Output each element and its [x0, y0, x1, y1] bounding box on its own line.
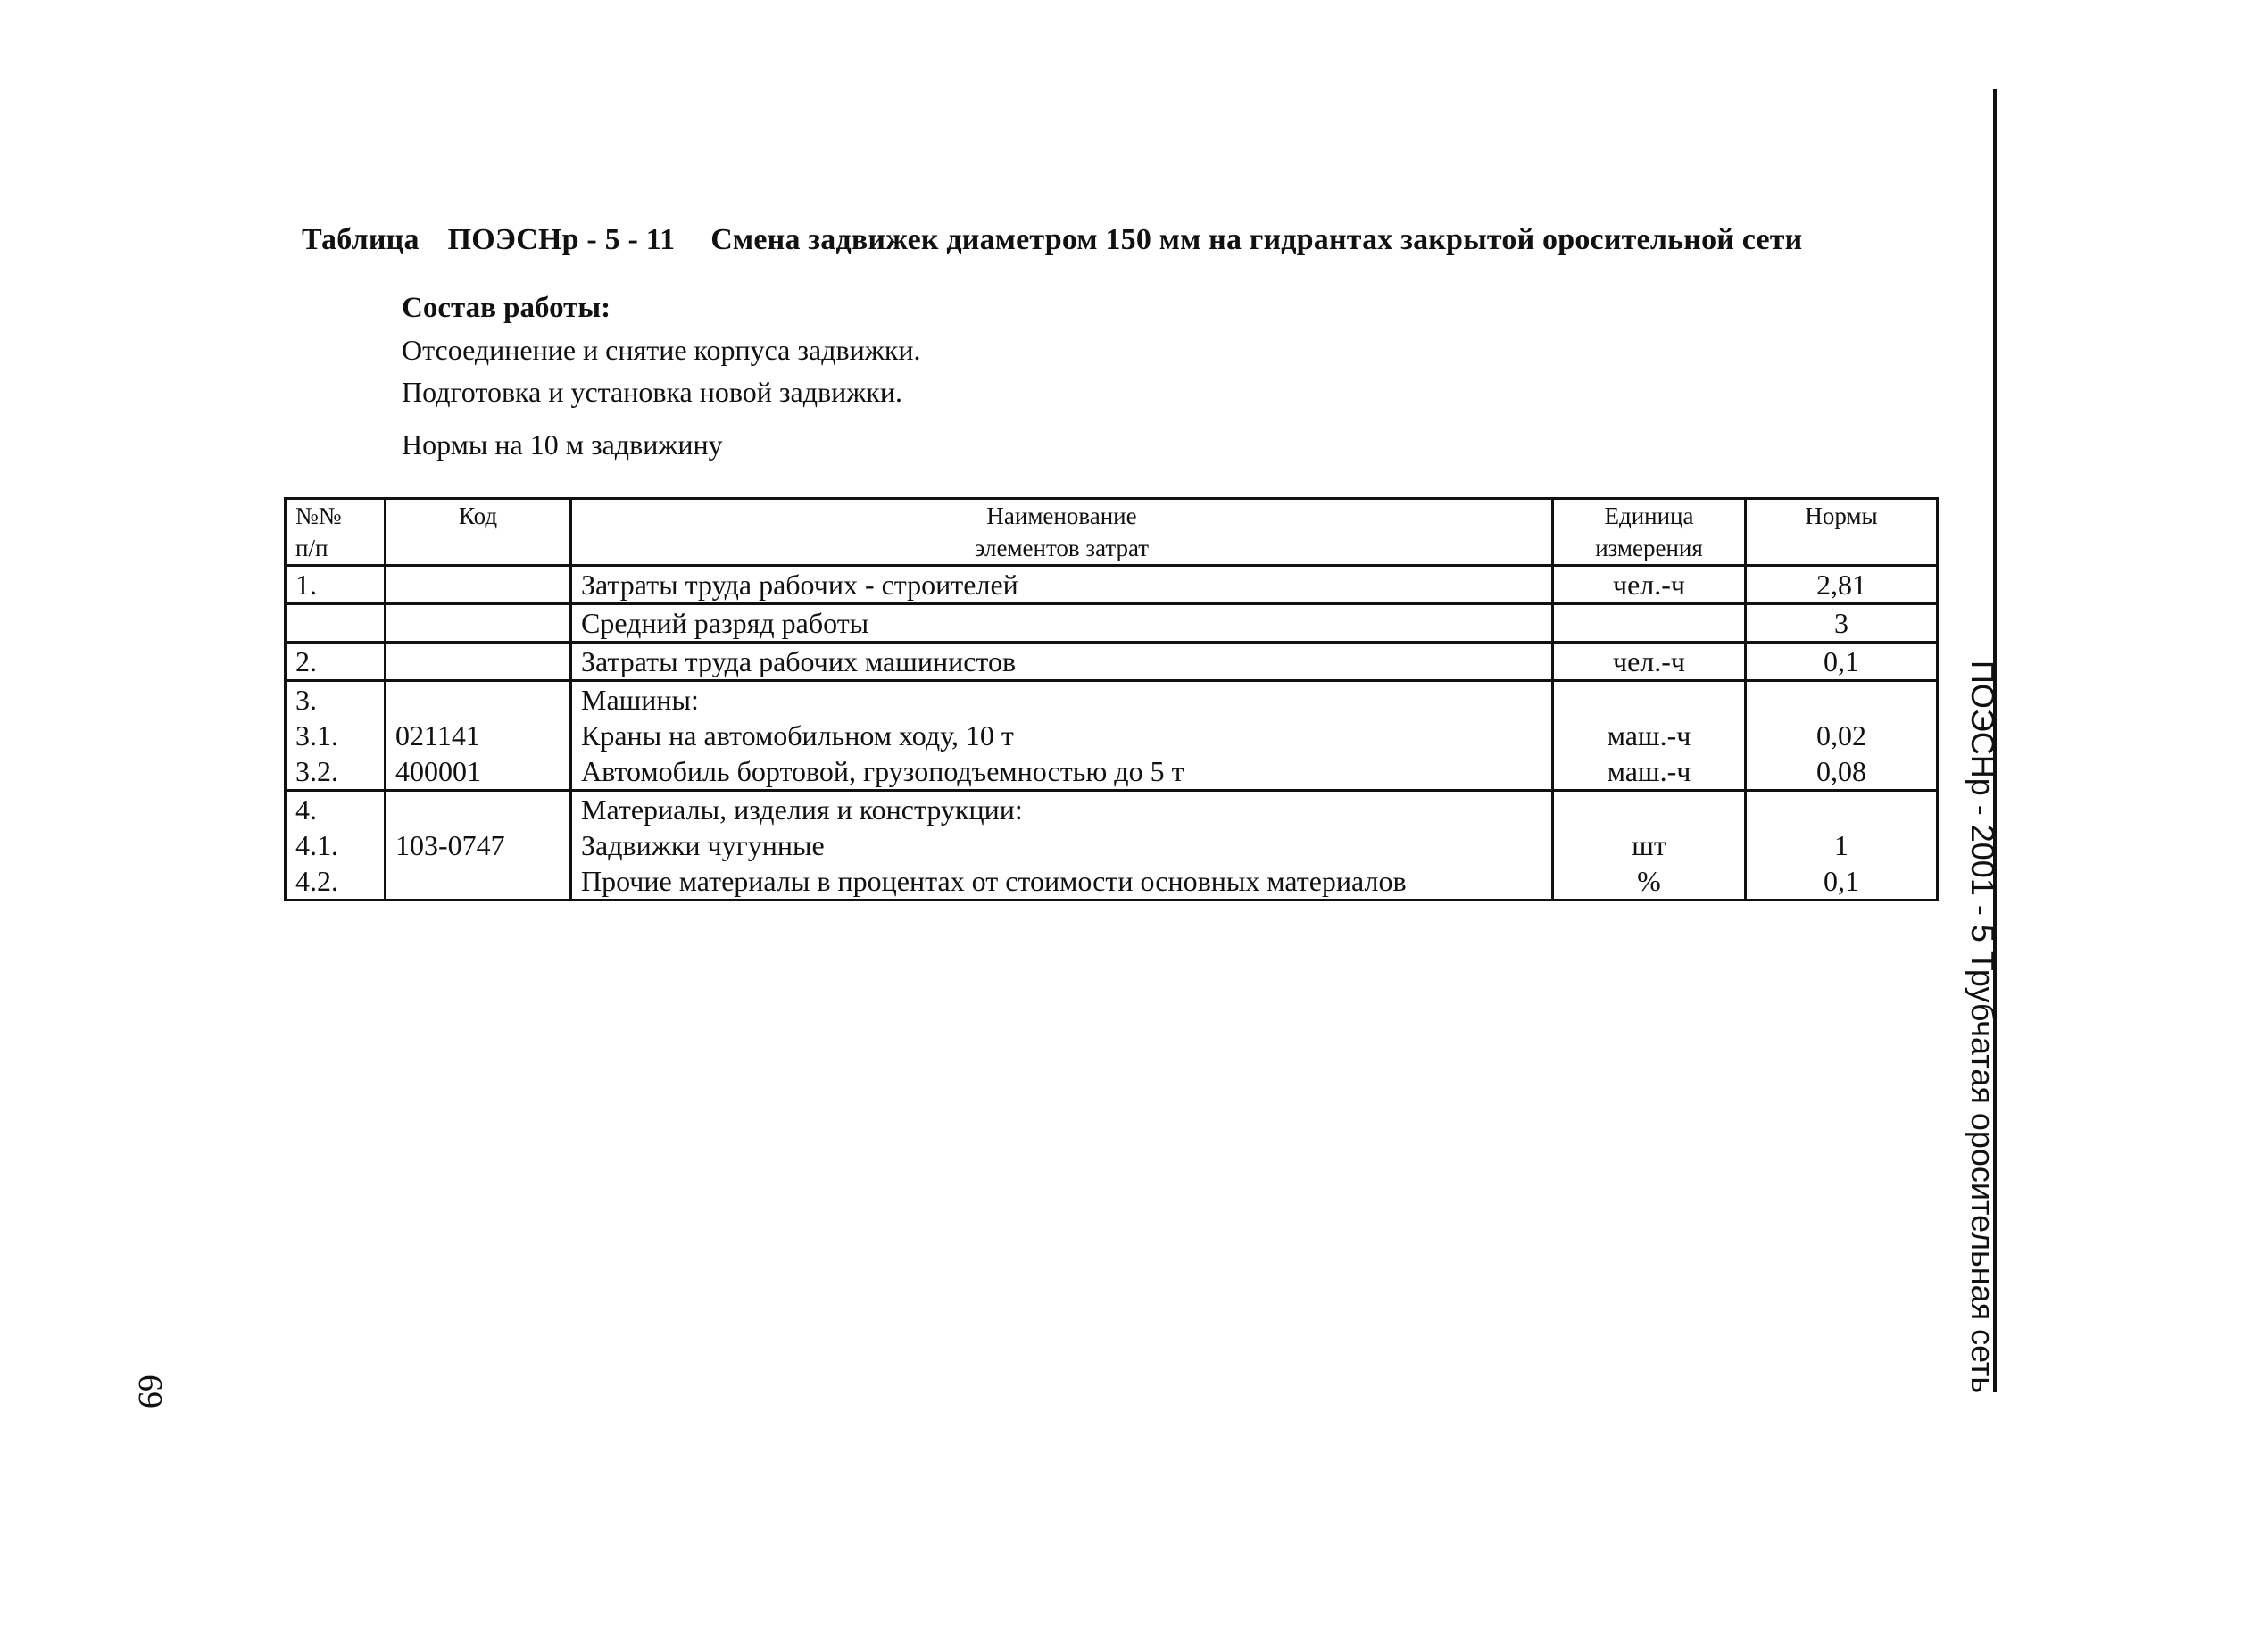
materials-nums: 4. 4.1. 4.2.	[286, 791, 386, 901]
composition-line: Отсоединение и снятие корпуса задвижки.	[402, 334, 921, 366]
machines-units: маш.-ч маш.-ч	[1553, 681, 1746, 791]
header-name: Наименование элементов затрат	[571, 499, 1553, 566]
table-header-row	[286, 499, 1938, 566]
row-unit: чел.-ч	[1553, 566, 1746, 604]
side-caption: ПОЭСНр - 2001 - 5 Трубчатая оросительная сеть	[1965, 660, 2001, 1394]
table-code: ПОЭСНр - 5 - 11	[447, 223, 676, 256]
header-code: Код	[386, 499, 571, 566]
row-num: 2.	[286, 643, 386, 681]
row-name: Затраты труда рабочих машинистов	[571, 643, 1553, 681]
page-number: 69	[131, 1375, 169, 1408]
norms-note: Нормы на 10 м задвижину	[402, 428, 723, 461]
composition-heading: Состав работы:	[402, 292, 611, 324]
table-row	[286, 566, 1938, 604]
header-unit: Единица измерения	[1553, 499, 1746, 566]
machines-codes: 021141 400001	[386, 681, 571, 791]
composition-line: Подготовка и установка новой задвижки.	[402, 376, 902, 408]
row-value: 3	[1746, 604, 1938, 643]
row-unit: чел.-ч	[1553, 643, 1746, 681]
materials-names: Материалы, изделия и конструкции: Задвижки чугунные Прочие материалы в процентах от стоимости основных материалов	[571, 791, 1553, 901]
row-value: 2,81	[1746, 566, 1938, 604]
table-row-machines	[286, 681, 1938, 791]
norms-table	[284, 497, 1939, 901]
materials-units: шт %	[1553, 791, 1746, 901]
row-name: Средний разряд работы	[571, 604, 1553, 643]
row-name: Затраты труда рабочих - строителей	[571, 566, 1553, 604]
row-code	[386, 566, 571, 604]
materials-codes: 103-0747	[386, 791, 571, 901]
row-num	[286, 604, 386, 643]
machines-nums: 3. 3.1. 3.2.	[286, 681, 386, 791]
machines-names: Машины: Краны на автомобильном ходу, 10 т Автомобиль бортовой, грузоподъемностью до 5 т	[571, 681, 1553, 791]
header-value: Нормы	[1746, 499, 1938, 566]
table-row	[286, 643, 1938, 681]
table-label: Таблица	[302, 223, 420, 256]
row-code	[386, 643, 571, 681]
header-num: №№ п/п	[286, 499, 386, 566]
table-title	[302, 223, 1802, 257]
table-row-materials	[286, 791, 1938, 901]
materials-values: 1 0,1	[1746, 791, 1938, 901]
table-name: Смена задвижек диаметром 150 мм на гидрантах закрытой оросительной сети	[710, 223, 1803, 256]
row-code	[386, 604, 571, 643]
row-value: 0,1	[1746, 643, 1938, 681]
work-composition	[402, 287, 921, 413]
row-unit	[1553, 604, 1746, 643]
row-num: 1.	[286, 566, 386, 604]
table-row	[286, 604, 1938, 643]
machines-values: 0,02 0,08	[1746, 681, 1938, 791]
